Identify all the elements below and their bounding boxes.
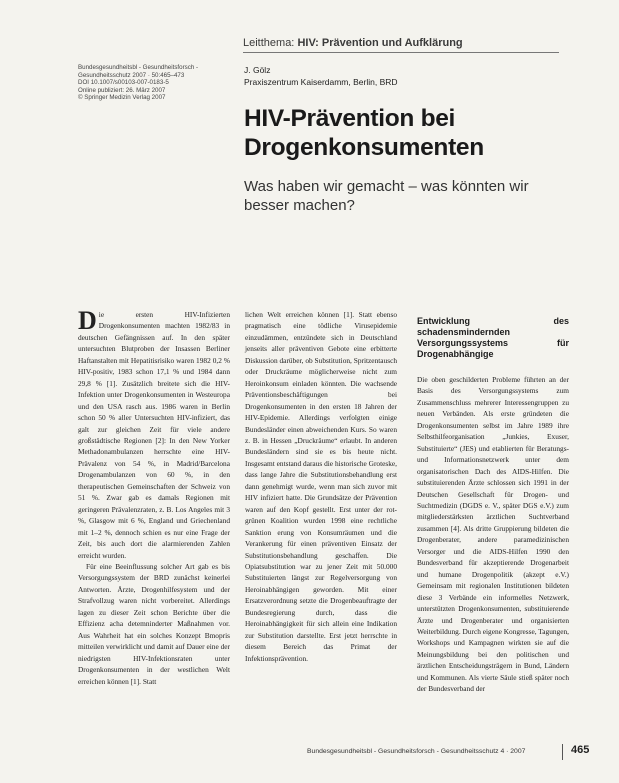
title-line-1: HIV-Prävention bei xyxy=(244,105,456,132)
article-title xyxy=(244,104,484,162)
meta-line: DOI 10.1007/s00103-007-0183-5 xyxy=(78,79,169,87)
intro-text: ie ersten HIV-Infizierten Drogenkonsumenten machten 1982/83 in deutschen Gefängnissen auf. In den später untersuchten Blutproben der Insassen Berliner Haftanstalten mit Hepatitisrisiko waren 1982 0,2 % HIV-positiv, 1983 schon 17,1 % und 1984 dann 29,8 % [1]. Zusätzlich breitete sich die HIV-Infektion unter Drogenkonsumenten in Westeuropa und den USA rasch aus. 1986 waren in Berlin schon 50 % aller Untersuchten HIV-infiziert, das galt zur gleichen Zeit für viele andere großstädtische Regionen [2]: In den New Yorker Methadonambulanzen herrschte eine HIV-Prävalenz von 54 %, in Madrid/Barcelona Drogenambulanzen von 60 %, in den therapeutischen Gemeinschaften der Schweiz von 51 %. Zwar gab es damals Regionen mit geringeren Prävalenzraten, z. B. Los Angeles mit 3 %, Glasgow mit 6 %, England und Griechenland mit 1–2 %, dennoch schien es nur eine Frage der Zeit, bis auch dort die alarmierenden Zahlen erreicht wurden. xyxy=(78,310,230,560)
body-paragraph: Für eine Beeinflussung solcher Art gab es bis Versorgungssystem der BRD zunächst keinerlei Antworten. Ärzte, Drogenhilfesystem und der Strafvollzug waren nicht vorbereitet. Allerdings lagen zu dieser Zeit schon Berichte über die Effizienz acha detemninderter Maßnahmen vor. Aus Wahrheit hat ein solches Konzept Bmopris mitteilen verwirklicht und damit auf Dauer eine der niedrigsten HIV-Infektionsraten unter Drogenkonsumenten in der westlichen Welt erreichen können [1]. Statt xyxy=(78,561,230,686)
page-number: 465 xyxy=(571,744,590,756)
body-column-3 xyxy=(417,316,569,695)
rubric-divider xyxy=(243,52,559,53)
section-heading: Entwicklung des schadensmindernden Versorgungssystems für Drogenabhängige xyxy=(417,316,569,359)
article-metadata xyxy=(78,64,228,102)
section-paragraph: Die oben geschilderten Probleme führten an der Basis des Versorgungssystems zum Zusammenschluss mehrerer Interessengruppen zu neuen Verbänden. Als erste gründeten die Drogenkonsumenten selbst im Jahre 1989 ihre Selbsthilfeorganisation „Junkies, Exuser, Substituierte“ (JES) und etablierten für Beratungs- und Informationsnetzwerk unter dem organisatorischen Dach des AIDS-Hilfen. Die substituierenden Ärzte schlossen sich 1991 in der Deutschen Gesellschaft für Drogen- und Suchtmedizin (DGDS e. V., später DGS e.V.) zum mitgliederstärksten ärztlichen Suchtverband zusammen [4]. Als dritte Gruppierung bildeten die Drogenberater, andere paramedizinischen Versorger und die AIDS-Hilfen 1990 den Bundesverband für akzeptierende Drogenarbeit und humane Drogenpolitik (akzept e.V.) Gemeinsam mit regionalen Institutionen bildeten diese 3 Verbände ein informelles Netzwerk, unterstützten Drogenkonsumenten, substituierende Ärzte und Drogenberater und organisierten Weiterbildung. Durch eigene Kongresse, Tagungen, Workshops und Kampagnen wirkten sie auf die Meinungsbildung bei den politischen und ärztlichen Entscheidungsträgern in Bund, Ländern und Kommunen. Als vierte Säule stieß später noch der Bundesverband der xyxy=(417,375,569,694)
rubric-label: Leitthema: xyxy=(243,37,295,49)
body-column-2 xyxy=(245,309,397,664)
author-name: J. Gölz xyxy=(244,65,271,75)
meta-line: Online publiziert: 26. März 2007 xyxy=(78,86,166,94)
author-affiliation: Praxiszentrum Kaiserdamm, Berlin, BRD xyxy=(244,77,398,87)
body-paragraph: lichen Welt erreichen können [1]. Statt ebenso pragmatisch eine tödliche Virusepidemie einzudämmen, entzündete sich in Deutschland jenseits aller präventiven Gebote eine erbitterte Diskussion darüber, ob Substitution, Spritzentausch oder Druckräume möglicherweise nicht zum Heroinkonsum einladen könnten. Die wachsende Präventionsbeschäftigungen bei Drogenkonsumenten in den ersten 18 Jahren der HIV-Epidemie. Allerdings verfolgten einige Bundesländer einen abweichenden Kurs. So waren z. B. in Hessen „Druckräume“ erlaubt. In anderen Bundesländern sind sie es bis heute nicht. Insgesamt entstand daraus die historische Groteske, dass lange Jahre die Substitutionsbehandlung erst dann genehmigt wurde, wenn man sich zuvor mit HIV infiziert hatte. Die Grundsätze der Prävention waren auf den Kopf gestellt. Erst unter der rot-grünen Koalition wurden 1998 eine rechtliche Sanktion erung von Konsumräumen und die Verankerung für einen präventiven Einsatz der Substitutionsbehandlung geschaffen. Die Opiatsubstitution war zu jener Zeit mit 50.000 Substituierten längst zur Regelversorgung von Heroinabhängigen geworden. Mit einer Ersatzverordnung setzte die Drogenbeauftragte der Bundesregierung durch, dass die Heroinabhängigkeit für sich allein eine Indikation zur Substitution darstellte. Erst jetzt herrschte in diesem Bereich das Primat der Infektionsprävention. xyxy=(245,310,397,663)
article-subtitle: Was haben wir gemacht – was könnten wir besser machen? xyxy=(244,178,529,214)
meta-line: Gesundheitsschutz 2007 · 50:465–473 xyxy=(78,71,185,79)
author-block xyxy=(244,64,398,88)
footer-divider xyxy=(562,744,563,760)
footer-journal: Bundesgesundheitsbl - Gesundheitsforsch - Gesundheitsschutz 4 · 2007 xyxy=(307,748,526,755)
rubric xyxy=(243,37,463,49)
drop-cap: D xyxy=(78,306,97,335)
title-line-2: Drogenkonsumenten xyxy=(244,134,484,161)
body-column-1 xyxy=(78,306,230,687)
meta-line: Bundesgesundheitsbl - Gesundheitsforsch - xyxy=(78,64,199,71)
meta-line: © Springer Medizin Verlag 2007 xyxy=(78,94,166,102)
rubric-title: HIV: Prävention und Aufklärung xyxy=(297,37,463,49)
intro-paragraph xyxy=(78,306,230,561)
